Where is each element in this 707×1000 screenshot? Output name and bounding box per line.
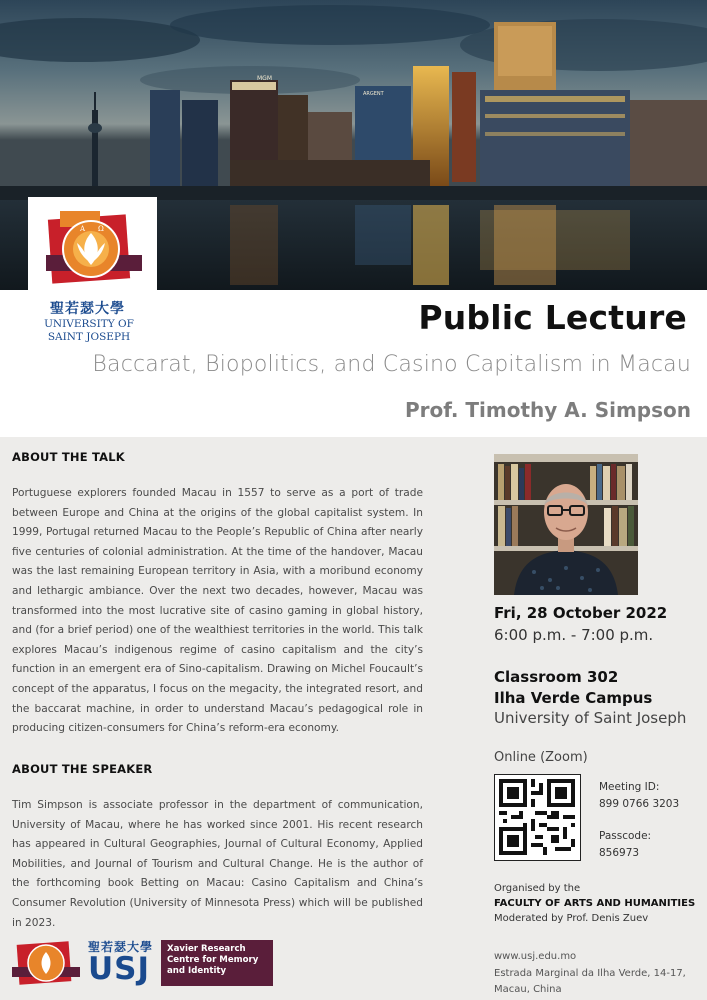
meeting-id-value: 899 0766 3203 bbox=[599, 798, 680, 810]
university-cjk-name: 聖若瑟大學 bbox=[50, 301, 125, 317]
event-date: Fri, 28 October 2022 bbox=[494, 604, 668, 622]
address-line-1: Estrada Marginal da Ilha Verde, 14-17, bbox=[494, 967, 686, 979]
online-zoom-label: Online (Zoom) bbox=[494, 750, 588, 765]
meeting-id bbox=[599, 779, 679, 813]
website-link[interactable]: www.usj.edu.mo bbox=[494, 951, 577, 962]
page-title: Public Lecture bbox=[418, 298, 687, 337]
university-name bbox=[34, 318, 144, 344]
passcode bbox=[599, 828, 651, 862]
university-name-line-1: UNIVERSITY OF bbox=[44, 318, 134, 330]
event-university: University of Saint Joseph bbox=[494, 709, 687, 727]
passcode-value: 856973 bbox=[599, 847, 640, 859]
about-talk-heading: ABOUT THE TALK bbox=[12, 450, 125, 464]
event-time: 6:00 p.m. - 7:00 p.m. bbox=[494, 626, 654, 644]
lecture-subtitle: Baccarat, Biopolitics, and Casino Capitalism in Macau bbox=[92, 352, 691, 377]
university-name-line-2: SAINT JOSEPH bbox=[47, 331, 131, 343]
about-speaker-heading: ABOUT THE SPEAKER bbox=[12, 762, 153, 776]
moderator: Moderated by Prof. Denis Zuev bbox=[494, 913, 649, 924]
about-talk-text: Portuguese explorers founded Macau in 1557 to serve as a port of trade between Europe and China at the origins of the global capitalist system. In 1999, Portugal returned Macau to the People’s Republic of China after nearly five centuries of colonial administration. At the time of the handover, Macau was the last remaining European territory in Asia, with a moribund economy and lethargic ambiance. Over the next two decades, however, Macau was transformed into the most lucrative site of casino gaming in global history, and (for a brief period) one of the wealthiest territories in the world. This talk explores Macau’s indigenous regime of casino capitalism and the city’s function in an emergent era of Sino-capitalism. Drawing on Michel Foucault’s concept of the apparatus, I focus on the megacity, the integrated resort, and the baccarat machine, in order to understand Macau’s pedagogical role in producing citizen-consumers for China’s reform-era economy. bbox=[12, 487, 423, 735]
about-speaker-text: Tim Simpson is associate professor in the department of communication, University of Macau, where he has worked since 2001. His recent research has appeared in Cultural Geographies, Journal of Cultural Economy, Applied Mobilities, and Journal of Tourism and Cultural Change. He is the author of the forthcoming book Betting on Macau: Casino Capitalism and China’s Consumer Revolution (University of Minnesota Press) which will be published in 2023. bbox=[12, 799, 423, 929]
meeting-id-label: Meeting ID: bbox=[599, 781, 660, 793]
event-location bbox=[494, 667, 652, 709]
usj-crest-small-icon bbox=[12, 935, 84, 990]
usj-footer-cjk: 聖若瑟大學 bbox=[88, 940, 154, 954]
qr-code-icon bbox=[495, 775, 579, 859]
building-sign-argent: ARGENT bbox=[363, 91, 384, 97]
usj-footer-letters: USJ bbox=[88, 951, 151, 987]
building-sign-mgm: MGM bbox=[257, 75, 273, 82]
svg-text:Ω: Ω bbox=[98, 225, 104, 233]
organiser-line: Organised by the bbox=[494, 883, 581, 894]
passcode-label: Passcode: bbox=[599, 830, 652, 842]
usj-crest-icon bbox=[28, 197, 157, 297]
event-campus: Ilha Verde Campus bbox=[494, 689, 653, 707]
event-room: Classroom 302 bbox=[494, 668, 619, 686]
svg-text:A: A bbox=[80, 225, 86, 233]
speaker-portrait-icon bbox=[494, 454, 638, 595]
xavier-research-centre-logo: Xavier Research Centre for Memory and Identity bbox=[161, 940, 273, 986]
organiser-faculty: FACULTY OF ARTS AND HUMANITIES bbox=[494, 898, 696, 909]
speaker-name: Prof. Timothy A. Simpson bbox=[404, 398, 691, 422]
contact-info bbox=[494, 949, 686, 999]
speaker-photo bbox=[494, 454, 638, 595]
zoom-qr-code[interactable] bbox=[494, 774, 581, 861]
address-line-2: Macau, China bbox=[494, 984, 562, 995]
